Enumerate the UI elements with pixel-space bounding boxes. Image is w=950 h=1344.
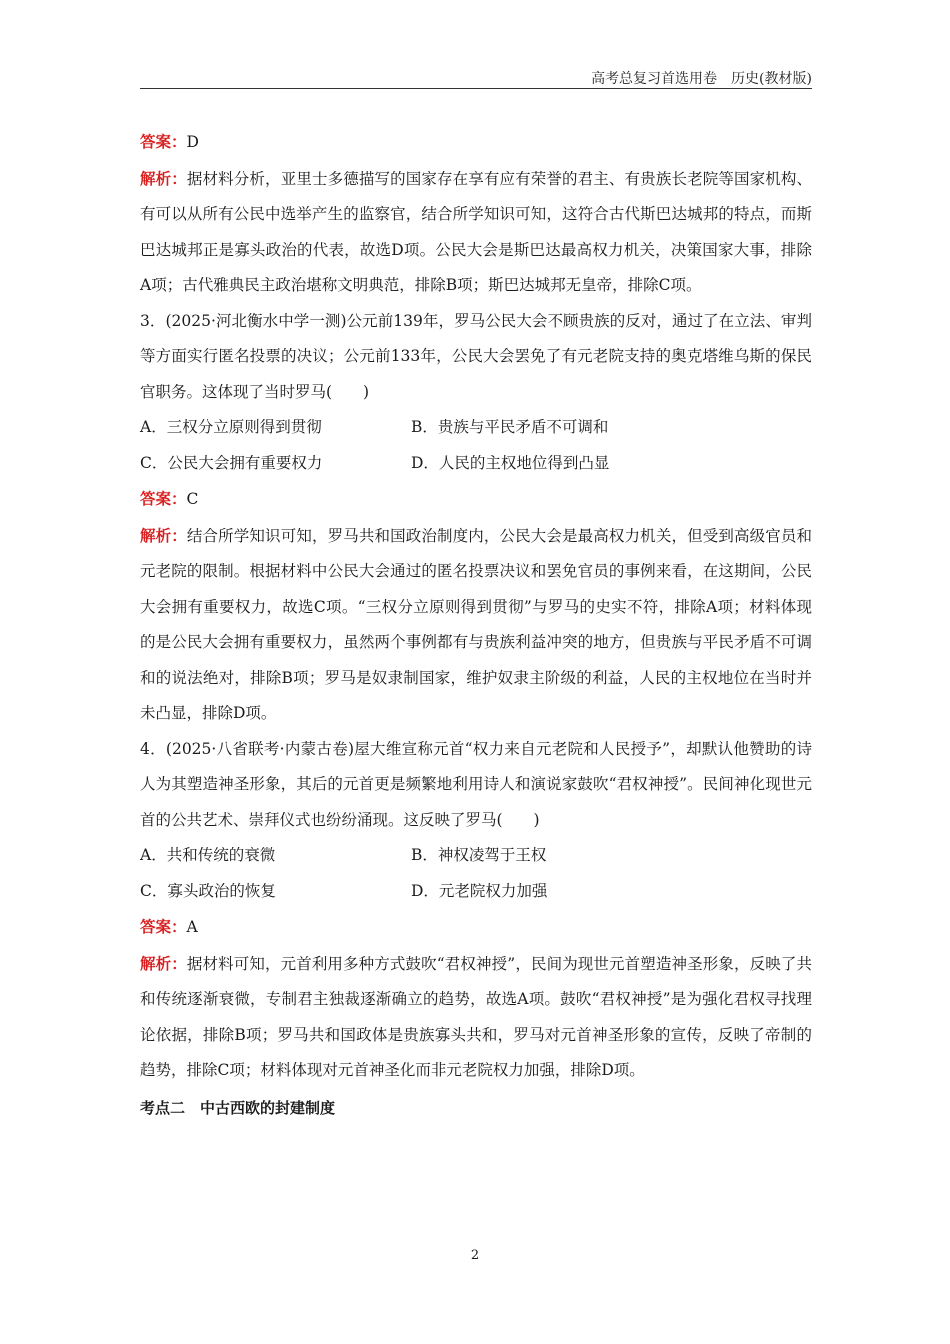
- analysis-label: 解析：: [140, 953, 187, 973]
- page-number: 2: [470, 1248, 480, 1263]
- analysis-label: 解析：: [140, 525, 187, 545]
- q4-option-c: C．寡头政治的恢复: [140, 881, 276, 900]
- q3-option-b: B．贵族与平民矛盾不可调和: [411, 418, 609, 436]
- q3-option-d: D．人民的主权地位得到凸显: [411, 453, 610, 472]
- answer-label: 答案：: [140, 917, 187, 936]
- q2-analysis: 据材料分析，亚里士多德描写的国家存在享有应有荣誉的君主、有贵族长老院等国家机构、有可以从所有公民中选举产生的监察官，结合所学知识可知，这符合古代斯巴达城邦的特点，而斯巴达城邦正是寡头政治的代表，故选D项。公民大会是斯巴达最高权力机关，决策国家大事，排除A项；古代雅典民主政治堪称文明典范，排除B项；斯巴达城邦无皇帝，排除C项。: [140, 169, 812, 294]
- q4-answer-line: [140, 909, 812, 946]
- q3-answer-line: [140, 481, 812, 518]
- header-divider: [140, 88, 812, 89]
- page-header: 高考总复习首选用卷 历史(教材版): [591, 71, 812, 87]
- q4-options-row-2: [140, 874, 812, 910]
- answer-label: 答案：: [140, 132, 187, 151]
- q4-options-row-1: [140, 838, 812, 874]
- q3-stem: 3．(2025·河北衡水中学一测)公元前139年，罗马公民大会不顾贵族的反对，通过了在立法、审判等方面实行匿名投票的决议；公元前133年，公民大会罢免了有元老院支持的奥克塔维乌斯的保民官职务。这体现了当时罗马( ): [140, 311, 812, 401]
- q2-answer: D: [186, 133, 199, 151]
- q4-option-d: D．元老院权力加强: [411, 881, 548, 900]
- q3-option-c: C．公民大会拥有重要权力: [140, 453, 323, 472]
- q4-stem: 4．(2025·八省联考·内蒙古卷)屋大维宣称元首“权力来自元老院和人民授予”，却默认他赞助的诗人为其塑造神圣形象，其后的元首更是频繁地利用诗人和演说家鼓吹“君权神授”。民间神化现世元首的公共艺术、崇拜仪式也纷纷涌现。这反映了罗马( ): [140, 739, 812, 829]
- section-title: 考点二 中古西欧的封建制度: [140, 1098, 336, 1117]
- q3-answer: C: [186, 490, 199, 508]
- q3-analysis-line: [140, 518, 812, 732]
- q2-answer-line: [140, 124, 812, 161]
- q3-option-a: A．三权分立原则得到贯彻: [140, 418, 322, 436]
- q4-option-a: A．共和传统的衰微: [140, 846, 276, 864]
- q2-analysis-line: [140, 161, 812, 304]
- q4-answer: A: [186, 918, 198, 936]
- q3-options-row-1: [140, 410, 812, 446]
- page-content: [140, 124, 812, 1126]
- q4-analysis-line: [140, 946, 812, 1089]
- q3-options-row-2: [140, 446, 812, 482]
- answer-label: 答案：: [140, 489, 187, 508]
- q3-analysis: 结合所学知识可知，罗马共和国政治制度内，公民大会是最高权力机关，但受到高级官员和元老院的限制。根据材料中公民大会通过的匿名投票决议和罢免官员的事例来看，在这期间，公民大会拥有重要权力，故选C项。“三权分立原则得到贯彻”与罗马的史实不符，排除A项；材料体现的是公民大会拥有重要权力，虽然两个事例都有与贵族利益冲突的地方，但贵族与平民矛盾不可调和的说法绝对，排除B项；罗马是奴隶制国家，维护奴隶主阶级的利益，人民的主权地位在当时并未凸显，排除D项。: [140, 526, 812, 722]
- analysis-label: 解析：: [140, 168, 187, 188]
- q4-analysis: 据材料可知，元首利用多种方式鼓吹“君权神授”，民间为现世元首塑造神圣形象，反映了共和传统逐渐衰微，专制君主独裁逐渐确立的趋势，故选A项。鼓吹“君权神授”是为强化君权寻找理论依据，排除B项；罗马共和国政体是贵族寡头共和，罗马对元首神圣形象的宣传，反映了帝制的趋势，排除C项；材料体现对元首神圣化而非元老院权力加强，排除D项。: [140, 954, 812, 1079]
- q4-option-b: B．神权凌驾于王权: [411, 846, 547, 864]
